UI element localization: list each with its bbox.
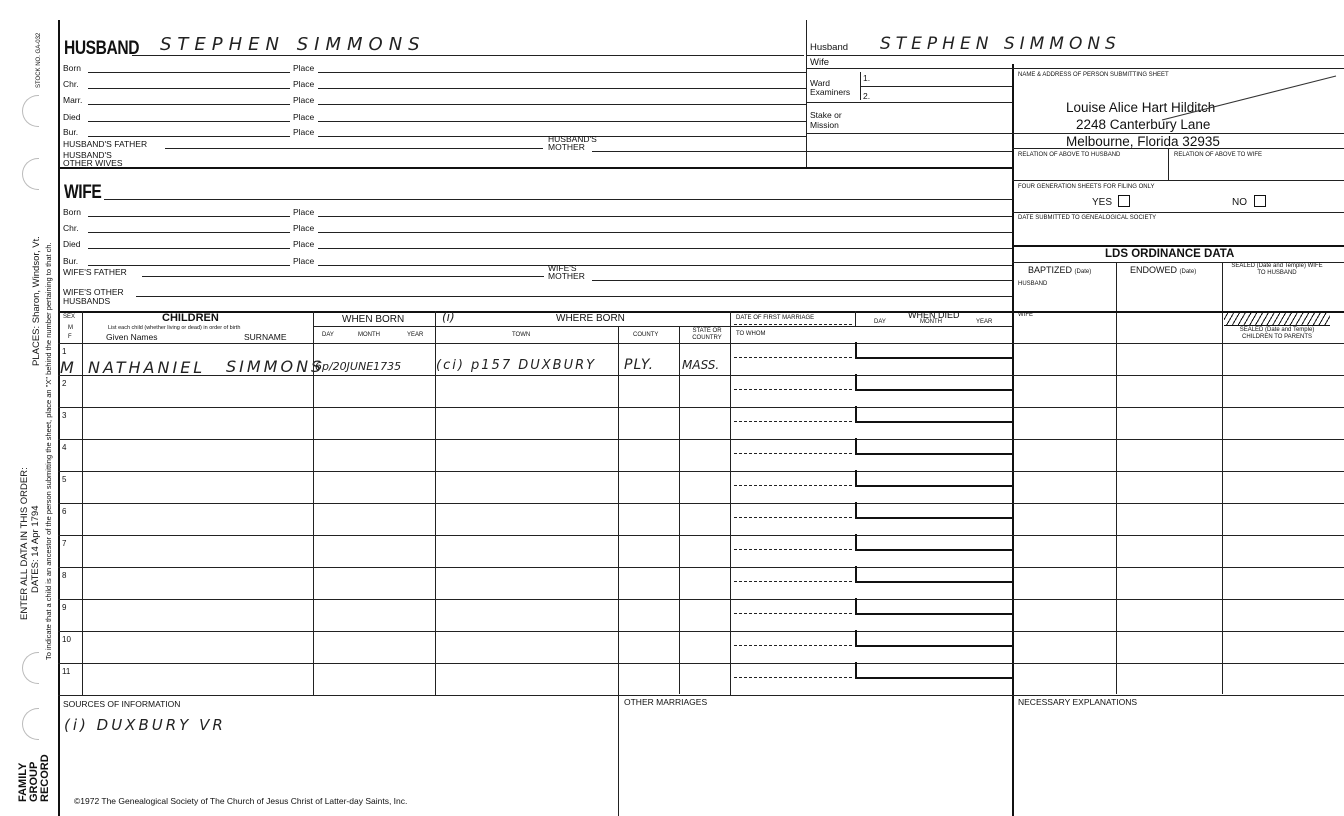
row-number: 11 (62, 667, 71, 676)
place-label: Place (293, 127, 315, 137)
instruction-ancestor: To indicate that a child is an ancestor of the person submitting the sheet, place an "X" behind the number pertaining to that ch. (44, 242, 53, 660)
wife-father-label: WIFE'S FATHER (63, 267, 127, 277)
marr-label: Marr. (63, 95, 83, 105)
submitter-line-2[interactable]: 2248 Canterbury Lane (1076, 117, 1211, 132)
given-names-header: Given Names (106, 332, 158, 342)
enter-data-order: ENTER ALL DATA IN THIS ORDER: (19, 467, 30, 620)
source-mark: (i) (442, 310, 455, 324)
endowed-label: ENDOWED (Date) (1130, 265, 1197, 275)
children-header: CHILDREN (162, 312, 219, 324)
wife-other-husbands-label: WIFE'S OTHER HUSBANDS (63, 287, 124, 306)
examiner-one: 1. (863, 73, 871, 83)
wife-mother-label: WIFE'S MOTHER (548, 263, 585, 281)
row-number: 3 (62, 411, 67, 420)
town-header: TOWN (512, 332, 531, 338)
place-label: Place (293, 256, 315, 266)
chr-label: Chr. (63, 79, 79, 89)
child-1-surname[interactable]: SIMMONS (226, 357, 325, 376)
lds-title: LDS ORDINANCE DATA (1105, 248, 1235, 260)
row-number: 6 (62, 507, 67, 516)
child-1-birth-date[interactable]: 6p/20JUNE1735 (315, 360, 402, 373)
punch-hole (22, 652, 39, 684)
row-number: 4 (62, 443, 67, 452)
submitter-line-3[interactable]: Melbourne, Florida 32935 (1066, 134, 1220, 149)
died-day-header: DAY (874, 319, 886, 325)
sealed-children-label: SEALED (Date and Temple) CHILDREN TO PARENTS (1239, 327, 1315, 340)
row-number: 10 (62, 635, 71, 644)
death-date-box[interactable] (855, 662, 1014, 679)
ward-label: Ward (810, 78, 830, 88)
place-label: Place (293, 112, 315, 122)
sex-f: F (68, 334, 72, 340)
place-label: Place (293, 79, 315, 89)
place-label: Place (293, 223, 315, 233)
other-marriages-label: OTHER MARRIAGES (624, 697, 708, 707)
wife-heading: WIFE (64, 182, 102, 203)
death-date-box[interactable] (855, 470, 1014, 487)
copyright: ©1972 The Genealogical Society of The Church of Jesus Christ of Latter-day Saints, Inc. (74, 796, 408, 806)
relation-husband-label: RELATION OF ABOVE TO HUSBAND (1018, 152, 1121, 158)
died-label: Died (63, 239, 81, 249)
row-number: 9 (62, 603, 67, 612)
chr-label: Chr. (63, 223, 79, 233)
pen-stroke (1160, 72, 1340, 132)
husband-heading: HUSBAND (64, 38, 140, 59)
death-date-box[interactable] (855, 630, 1014, 647)
husband-mother-label: HUSBAND'S MOTHER (548, 134, 597, 152)
death-date-box[interactable] (855, 566, 1014, 583)
punch-hole (22, 158, 39, 190)
place-label: Place (293, 63, 315, 73)
submitter-header: NAME & ADDRESS OF PERSON SUBMITTING SHEET (1018, 72, 1169, 78)
row-number: 8 (62, 571, 67, 580)
necessary-explanations-label: NECESSARY EXPLANATIONS (1018, 697, 1138, 707)
bur-label: Bur. (63, 256, 79, 266)
child-1-birth-county[interactable]: PLY. (624, 357, 655, 373)
date-submitted-label: DATE SUBMITTED TO GENEALOGICAL SOCIETY (1018, 215, 1157, 221)
no-label: NO (1232, 197, 1247, 208)
row-number: 1 (62, 347, 67, 356)
form-title: FAMILY GROUP RECORD (17, 754, 51, 802)
four-generation-label: FOUR GENERATION SHEETS FOR FILING ONLY (1018, 184, 1155, 190)
when-born-header: WHEN BORN (342, 314, 405, 325)
when-died-header: WHEN DIED (908, 310, 960, 320)
place-label: Place (293, 95, 315, 105)
no-checkbox[interactable] (1254, 195, 1266, 207)
death-date-box[interactable] (855, 406, 1014, 423)
death-date-box[interactable] (855, 534, 1014, 551)
submitter-line-1[interactable]: Louise Alice Hart Hilditch (1066, 100, 1216, 115)
born-label: Born (63, 63, 81, 73)
wife-label: Wife (810, 57, 829, 68)
header-husband-name[interactable]: STEPHEN SIMMONS (880, 34, 1121, 54)
died-month-header: MONTH (920, 319, 942, 325)
relation-wife-label: RELATION OF ABOVE TO WIFE (1174, 152, 1263, 158)
death-date-box[interactable] (855, 502, 1014, 519)
punch-hole (22, 95, 39, 127)
sex-m: M (68, 325, 73, 331)
examiner-two: 2. (863, 91, 871, 101)
born-label: Born (63, 207, 81, 217)
died-year-header: YEAR (976, 319, 993, 325)
row-number: 2 (62, 379, 67, 388)
baptized-label: BAPTIZED (Date) (1028, 265, 1092, 275)
husband-name[interactable]: STEPHEN SIMMONS (160, 34, 426, 55)
born-year-header: YEAR (407, 332, 424, 338)
born-month-header: MONTH (358, 332, 380, 338)
death-date-box[interactable] (855, 374, 1014, 391)
yes-checkbox[interactable] (1118, 195, 1130, 207)
sex-header: SEX (63, 314, 76, 320)
surname-header: SURNAME (244, 332, 287, 342)
born-day-header: DAY (322, 332, 334, 338)
place-label: Place (293, 207, 315, 217)
children-note: List each child (whether living or dead) in order of birth (108, 325, 241, 331)
punch-hole (22, 708, 39, 740)
place-label: Place (293, 239, 315, 249)
yes-label: YES (1092, 197, 1113, 208)
child-1-given-name[interactable]: NATHANIEL (88, 358, 206, 377)
death-date-box[interactable] (855, 342, 1014, 359)
husband-label: Husband (810, 42, 849, 53)
first-marriage-header: DATE OF FIRST MARRIAGE (736, 315, 815, 321)
sealed-wife-label: SEALED (Date and Temple) WIFE TO HUSBAND (1231, 263, 1323, 276)
child-1-birth-town[interactable]: (ci) p157 DUXBURY (436, 358, 597, 373)
lds-wife-label: WIFE (1018, 312, 1033, 318)
state-header: STATE OR COUNTRY (692, 328, 722, 341)
stake-label: Stake or Mission (810, 110, 842, 130)
husband-father-label: HUSBAND'S FATHER (63, 139, 148, 149)
county-header: COUNTY (633, 332, 659, 338)
death-date-box[interactable] (855, 438, 1014, 455)
row-number: 7 (62, 539, 67, 548)
lds-husband-label: HUSBAND (1018, 281, 1048, 287)
to-whom-header: TO WHOM (736, 331, 766, 337)
where-born-header: WHERE BORN (556, 313, 625, 324)
died-label: Died (63, 112, 81, 122)
husband-other-wives-label: HUSBAND'S OTHER WIVES (63, 150, 123, 168)
sources-value[interactable]: (i) DUXBURY VR (64, 716, 226, 734)
row-number: 5 (62, 475, 67, 484)
death-date-box[interactable] (855, 598, 1014, 615)
places-example: PLACES: Sharon, Windsor, Vt. (31, 236, 42, 366)
bur-label: Bur. (63, 127, 79, 137)
examiners-label: Examiners (810, 87, 851, 97)
dates-example: DATES: 14 Apr 1794 (30, 505, 41, 593)
sealed-hatch (1224, 311, 1330, 326)
child-1-birth-state[interactable]: MASS. (682, 358, 720, 372)
sources-label: SOURCES OF INFORMATION (63, 699, 181, 709)
stock-number: STOCK NO. GA-032 (36, 32, 42, 88)
child-1-sex[interactable]: M (60, 358, 74, 377)
